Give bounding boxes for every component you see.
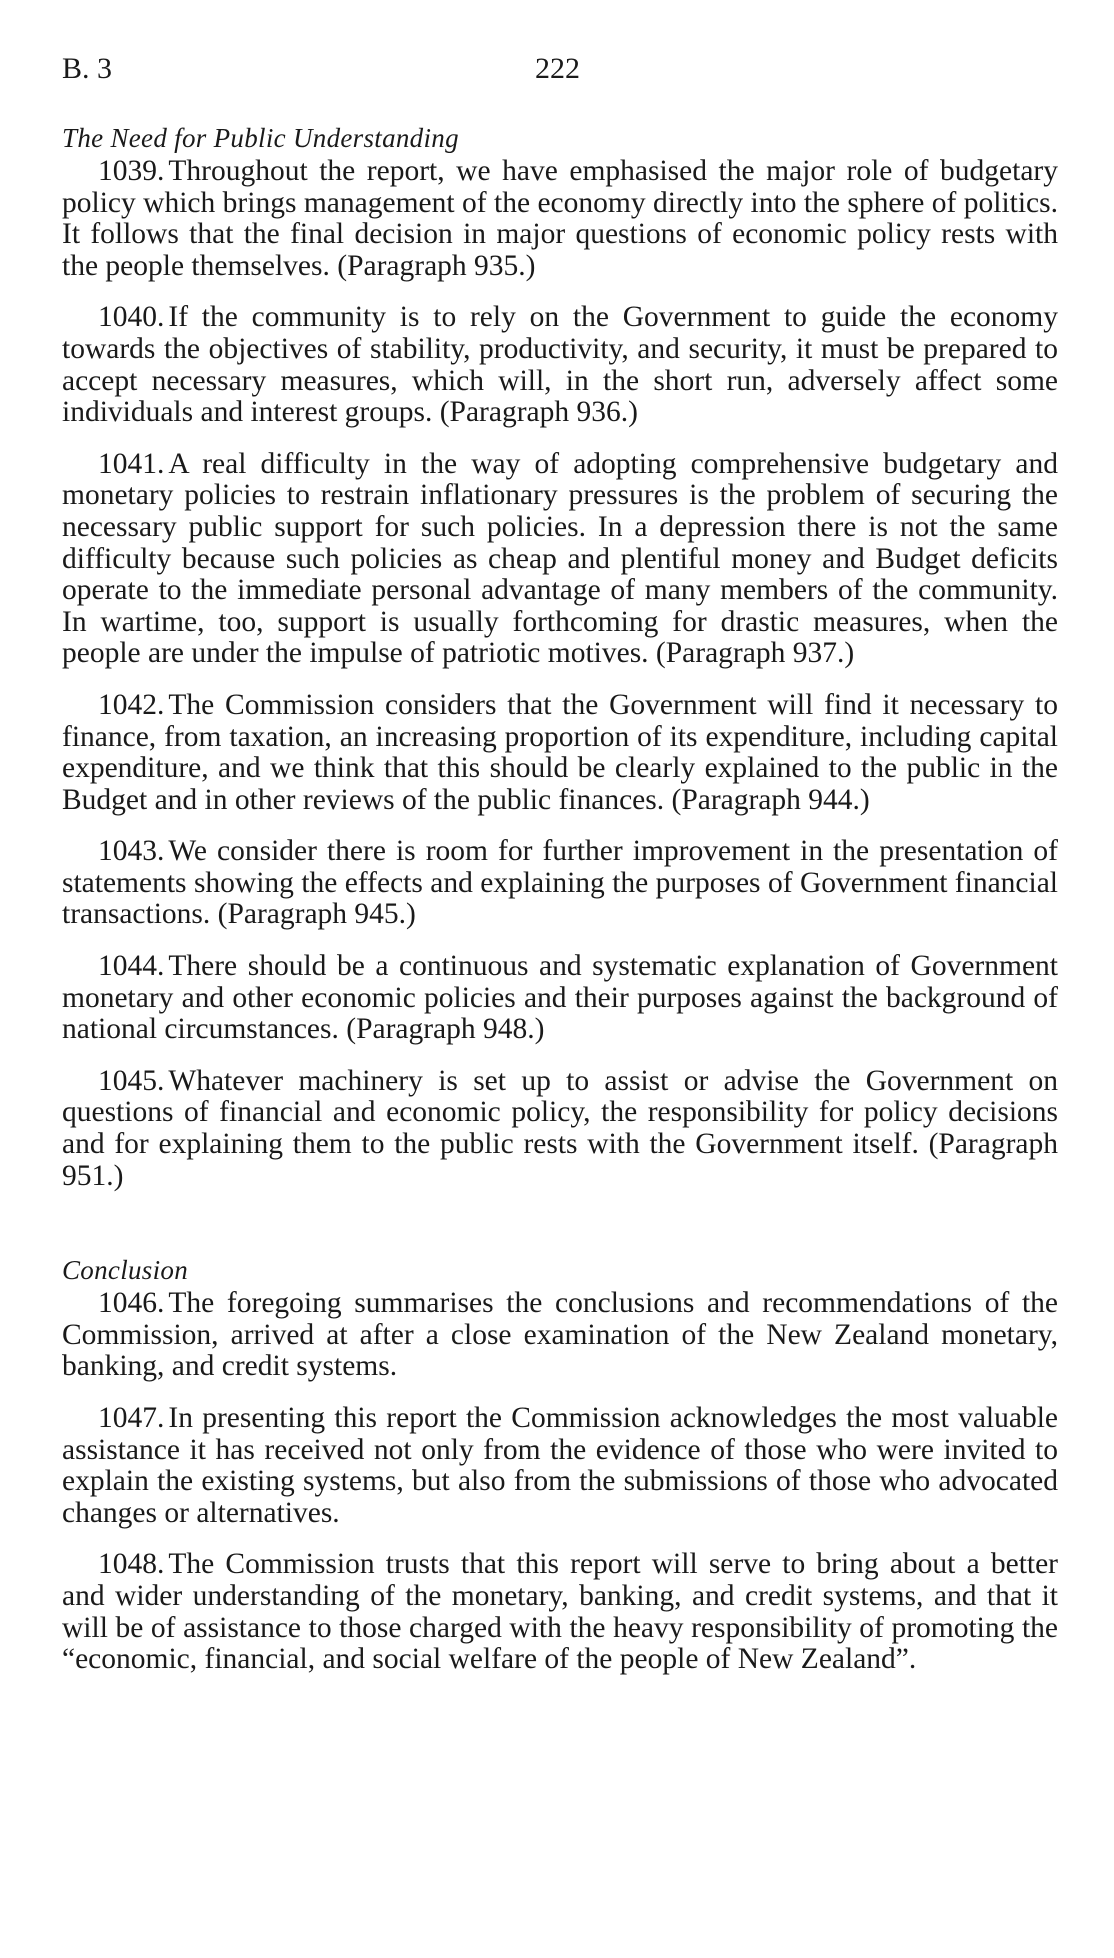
paragraph-text: In presenting this report the Commission acknowledges the most valuable assistance it has received not only from the evidence of those who were invited to explain the existing systems, but also from the submissions of those who advocated changes or alternatives. xyxy=(62,1402,1058,1529)
paragraph-text: A real difficulty in the way of adopting comprehensive budgetary and monetary policies to restrain inflationary pressures is the problem of securing the necessary public support for such policies. In a depression there is not the same difficulty because such policies as cheap and plentiful money and Budget deficits operate to the immediate personal advantage of many members of the community. In wartime, too, support is usually forthcoming for drastic measures, when the people are under the impulse of patriotic motives. (Paragraph 937.) xyxy=(62,447,1058,670)
paragraph-1040 xyxy=(62,302,1058,428)
paragraph-number: 1040. xyxy=(98,301,165,334)
document-page xyxy=(62,52,1058,1696)
paragraph-text: We consider there is room for further improvement in the presentation of statements showing the effects and explaining the purposes of Government financial transactions. (Paragraph 945.) xyxy=(62,835,1058,931)
paragraph-number: 1048. xyxy=(98,1548,165,1581)
paragraph-1045 xyxy=(62,1066,1058,1192)
paragraph-1044 xyxy=(62,951,1058,1046)
page-header xyxy=(62,52,1058,102)
paragraph-number: 1046. xyxy=(98,1287,165,1320)
section-spacer xyxy=(62,1212,1058,1234)
paragraph-1043 xyxy=(62,836,1058,931)
paragraph-number: 1041. xyxy=(98,447,165,480)
paragraph-text: There should be a continuous and systematic explanation of Government monetary and other economic policies and their purposes against the background of national circumstances. (Paragraph 948.) xyxy=(62,950,1058,1046)
document-reference: B. 3 xyxy=(62,52,113,85)
paragraph-number: 1039. xyxy=(98,155,165,187)
page-number: 222 xyxy=(535,52,580,85)
paragraph-1042 xyxy=(62,690,1058,816)
section-conclusion xyxy=(62,1254,1058,1676)
paragraph-1046 xyxy=(62,1288,1058,1383)
paragraph-number: 1043. xyxy=(98,835,165,868)
paragraph-text: The Commission considers that the Government will find it necessary to finance, from taxation, an increasing proportion of its expenditure, including capital expenditure, and we think that this should be clearly explained to the public in the Budget and in other reviews of the public finances. (Paragraph 944.) xyxy=(62,688,1058,816)
paragraph-number: 1044. xyxy=(98,950,165,983)
paragraph-text: If the community is to rely on the Government to guide the economy towards the objectives of stability, productivity, and security, it must be prepared to accept necessary measures, which will, in the short run, adversely affect some individuals and interest groups. (Paragraph 936.) xyxy=(62,301,1058,429)
paragraph-number: 1042. xyxy=(98,688,165,721)
paragraph-1047 xyxy=(62,1403,1058,1529)
paragraph-text: The Commission trusts that this report will serve to bring about a better and wider understanding of the monetary, banking, and credit systems, and that it will be of assistance to those charged with the heavy responsibility of promoting the “economic, financial, and social welfare of the people of New Zealand”. xyxy=(62,1548,1058,1676)
paragraph-text: The foregoing summarises the conclusions and recommendations of the Commission, arrived at after a close examination of the New Zealand monetary, banking, and credit systems. xyxy=(62,1287,1058,1383)
section-heading: The Need for Public Understanding xyxy=(62,123,459,153)
section-heading: Conclusion xyxy=(62,1255,189,1286)
paragraph-text: Throughout the report, we have emphasised the major role of budgetary policy which brings management of the economy directly into the sphere of politics. It follows that the final decision in major questions of economic policy rests with the people themselves. (Paragraph 935.) xyxy=(62,155,1058,282)
paragraph-1041 xyxy=(62,449,1058,670)
paragraph-number: 1045. xyxy=(98,1064,165,1097)
section-public-understanding xyxy=(62,122,1058,1192)
paragraph-1048 xyxy=(62,1549,1058,1675)
paragraph-number: 1047. xyxy=(98,1402,165,1434)
paragraph-1039 xyxy=(62,156,1058,282)
paragraph-text: Whatever machinery is set up to assist or advise the Government on questions of financial and economic policy, the responsibility for policy decisions and for explaining them to the public rests with the Government itself. (Paragraph 951.) xyxy=(62,1064,1058,1192)
